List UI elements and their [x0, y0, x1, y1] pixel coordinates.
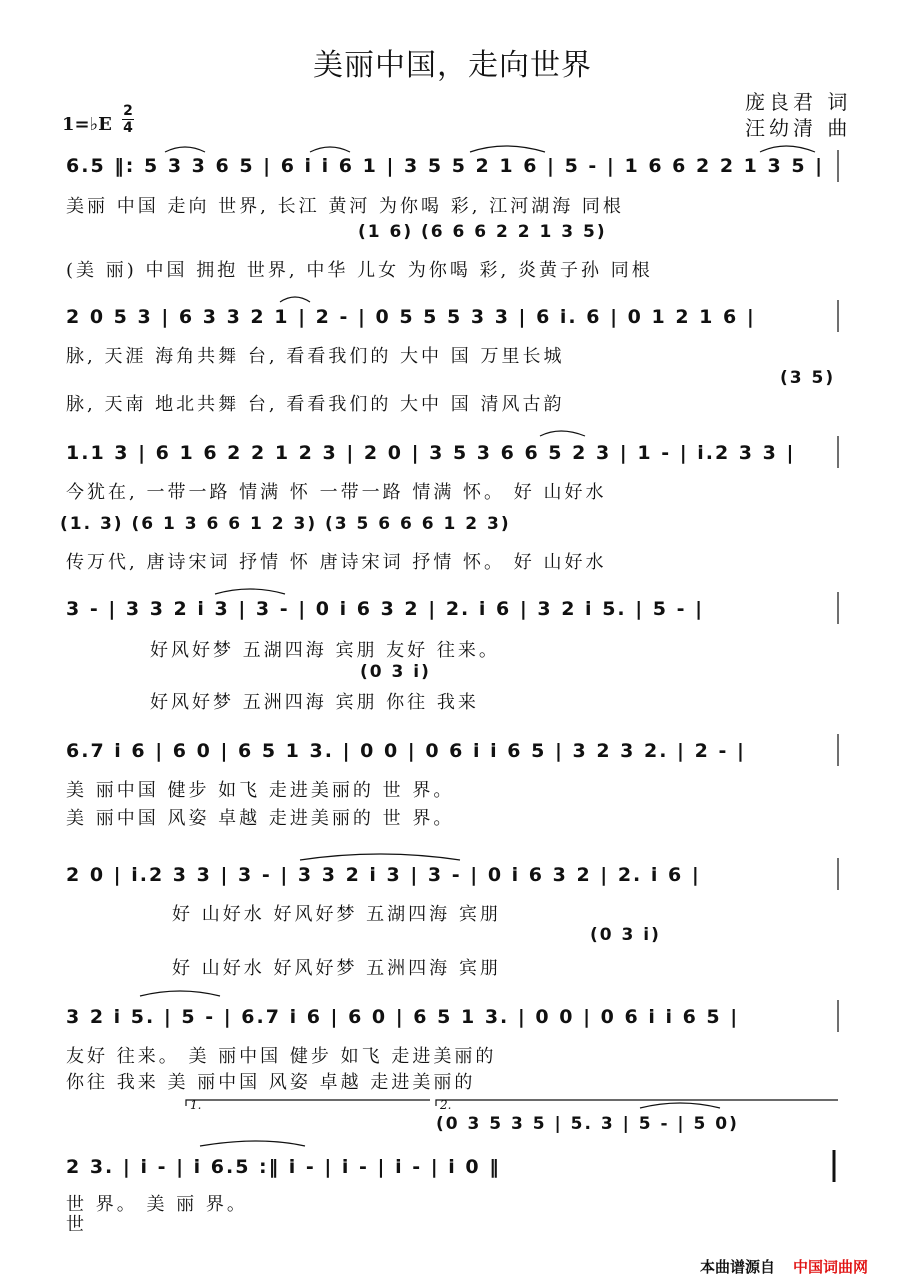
alt-notes-row-3: (1. 3) (6 1 3 6 6 1 2 3) (3 5 6 6 6 1 2 3)	[60, 514, 511, 534]
alt-notes-row-4: (0 3 i)	[360, 662, 431, 682]
notation-row-6: 2 0 | i.2 3 3 | 3 - | 3 3 2 i 3 | 3 - | 0 i 6 3 2 | 2. i 6 |	[66, 864, 701, 886]
lyric-row-5-verse-2: 美 丽中国 风姿 卓越 走进美丽的 世 界。	[66, 808, 455, 829]
alt-notes-row-1: (1 6) (6 6 6 2 2 1 3 5)	[358, 222, 607, 242]
source-footer	[700, 1256, 868, 1277]
notation-row-5: 6.7 i 6 | 6 0 | 6 5 1 3. | 0 0 | 0 6 i i 6 5 | 3 2 3 2. | 2 - |	[66, 740, 746, 762]
lyric-row-2-verse-2: 脉, 天南 地北共舞 台, 看看我们的 大中 国 清风古韵	[66, 394, 565, 415]
lyric-row-7-verse-1: 友好 往来。 美 丽中国 健步 如飞 走进美丽的	[66, 1046, 497, 1067]
composer: 汪幼清 曲	[745, 116, 852, 140]
lyric-row-6-verse-1: 好 山好水 好风好梦 五湖四海 宾朋	[172, 904, 501, 925]
time-top: 2	[123, 103, 133, 119]
notation-row-4: 3 - | 3 3 2 i 3 | 3 - | 0 i 6 3 2 | 2. i 6 | 3 2 i 5. | 5 - |	[66, 598, 705, 620]
lyric-row-3-verse-1: 今犹在, 一带一路 情满 怀 一带一路 情满 怀。 好 山好水	[66, 482, 607, 503]
notation-row-3: 1.1 3 | 6 1 6 2 2 1 2 3 | 2 0 | 3 5 3 6 6 5 2 3 | 1 - | i.2 3 3 |	[66, 442, 796, 464]
lyric-row-5-verse-1: 美 丽中国 健步 如飞 走进美丽的 世 界。	[66, 780, 455, 801]
lyric-row-4-verse-2: 好风好梦 五洲四海 宾朋 你往 我来	[150, 692, 479, 713]
lyric-row-1-verse-2: (美 丽) 中国 拥抱 世界, 中华 儿女 为你喝 彩, 炎黄子孙 同根	[66, 260, 653, 281]
volta-brackets	[186, 1100, 838, 1106]
alt-notes-row-6: (0 3 i)	[590, 925, 661, 945]
alt-notes-row-2: (3 5)	[780, 368, 836, 388]
notation-row-2: 2 0 5 3 | 6 3 3 2 1 | 2 - | 0 5 5 5 3 3 | 6 i. 6 | 0 1 2 1 6 |	[66, 306, 756, 328]
time-signature	[122, 104, 134, 135]
lyric-row-3-verse-2: 传万代, 唐诗宋词 抒情 怀 唐诗宋词 抒情 怀。 好 山好水	[66, 552, 607, 573]
lyric-row-8-verse-2: 世	[66, 1214, 87, 1235]
key-signature: 1=♭E	[62, 114, 112, 135]
notation-row-7: 3 2 i 5. | 5 - | 6.7 i 6 | 6 0 | 6 5 1 3. | 0 0 | 0 6 i i 6 5 |	[66, 1006, 740, 1028]
lyricist: 庞良君 词	[745, 90, 852, 114]
volta-1-label: 1.	[190, 1098, 202, 1112]
footer-site-name: 中国词曲网	[793, 1258, 869, 1276]
score-title: 美丽中国，走向世界	[313, 48, 592, 83]
volta-2-label: 2.	[440, 1098, 452, 1112]
lyric-row-2-verse-1: 脉, 天涯 海角共舞 台, 看看我们的 大中 国 万里长城	[66, 346, 565, 367]
lyric-row-7-verse-2: 你往 我来 美 丽中国 风姿 卓越 走进美丽的	[66, 1072, 476, 1093]
alt-notes-row-8: (0 3 5 3 5 | 5. 3 | 5 - | 5 0)	[436, 1114, 739, 1134]
lyric-row-4-verse-1: 好风好梦 五湖四海 宾朋 友好 往来。	[150, 640, 500, 661]
lyric-row-1-verse-1: 美丽 中国 走向 世界, 长江 黄河 为你喝 彩, 江河湖海 同根	[66, 196, 624, 217]
notation-row-1: 6.5 ‖: 5 3 3 6 5 | 6 i i 6 1 | 3 5 5 2 1 6 | 5 - | 1 6 6 2 2 1 3 5 |	[66, 155, 825, 177]
notation-row-8: 2 3. | i - | i 6.5 :‖ i - | i - | i - | i 0 ‖	[66, 1156, 501, 1178]
lyric-row-6-verse-2: 好 山好水 好风好梦 五洲四海 宾朋	[172, 958, 501, 979]
time-bottom: 4	[123, 120, 133, 136]
footer-source-label: 本曲谱源自	[700, 1258, 776, 1276]
lyric-row-8-verse-1: 世 界。 美 丽 界。	[66, 1194, 248, 1215]
